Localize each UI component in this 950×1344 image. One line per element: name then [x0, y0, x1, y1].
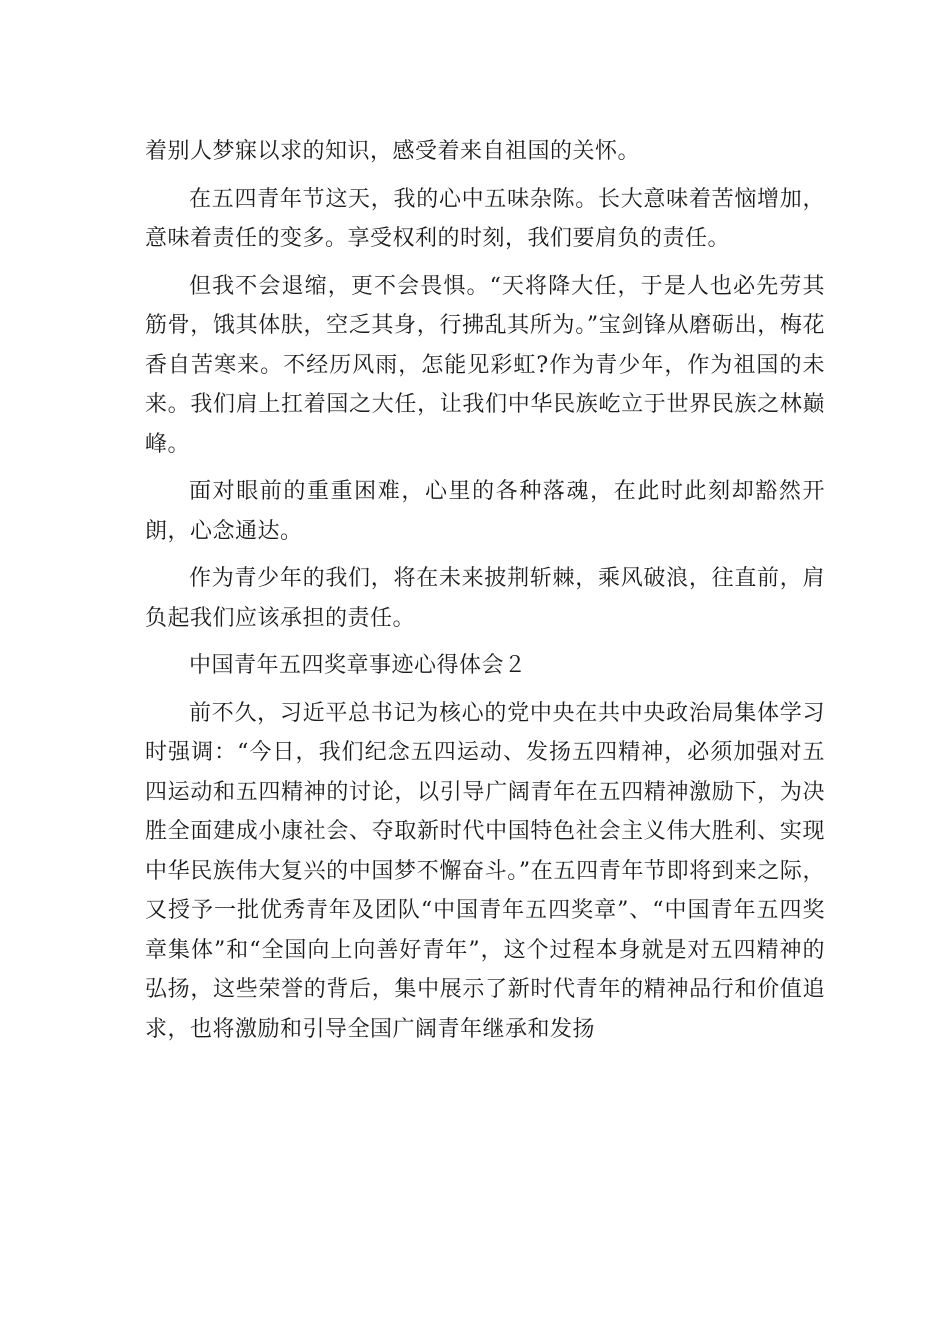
paragraph-3: 但我不会退缩，更不会畏惧。“天将降大任，于是人也必先劳其筋骨，饿其体肤，空乏其身，行拂乱其所为。”宝剑锋从磨砺出，梅花香自苦寒来。不经历风雨，怎能见彩虹?作为青少年，作为祖国的未来。我们肩上扛着国之大任，让我们中华民族屹立于世界民族之林巅峰。: [145, 273, 825, 457]
paragraph-2: 在五四青年节这天，我的心中五味杂陈。长大意味着苦恼增加，意味着责任的变多。享受权利的时刻，我们要肩负的责任。: [145, 186, 825, 251]
section-heading: 中国青年五四奖章事迹心得体会２: [189, 653, 527, 678]
paragraph-1: 着别人梦寐以求的知识，感受着来自祖国的关怀。: [145, 139, 641, 164]
paragraph-6: 前不久，习近平总书记为核心的党中央在共中央政治局集体学习时强调：“今日，我们纪念五四运动、发扬五四精神，必须加强对五四运动和五四精神的讨论，以引导广阔青年在五四精神激励下，为决胜全面建成小康社会、夺取新时代中国特色社会主义伟大胜利、实现中华民族伟大复兴的中国梦不懈奋斗。”在五四青年节即将到来之际，又授予一批优秀青年及团队“中国青年五四奖章”、“中国青年五四奖章集体”和“全国向上向善好青年”，这个过程本身就是对五四精神的弘扬，这些荣誉的背后，集中展示了新时代青年的精神品行和价值追求，也将激励和引导全国广阔青年继承和发扬: [145, 700, 825, 1042]
paragraph-5: 作为青少年的我们，将在未来披荆斩棘，乘风破浪，往直前，肩负起我们应该承担的责任。: [145, 566, 825, 631]
paragraph-4: 面对眼前的重重困难，心里的各种落魂，在此时此刻却豁然开朗，心念通达。: [145, 479, 825, 544]
document-body: [145, 132, 825, 1057]
